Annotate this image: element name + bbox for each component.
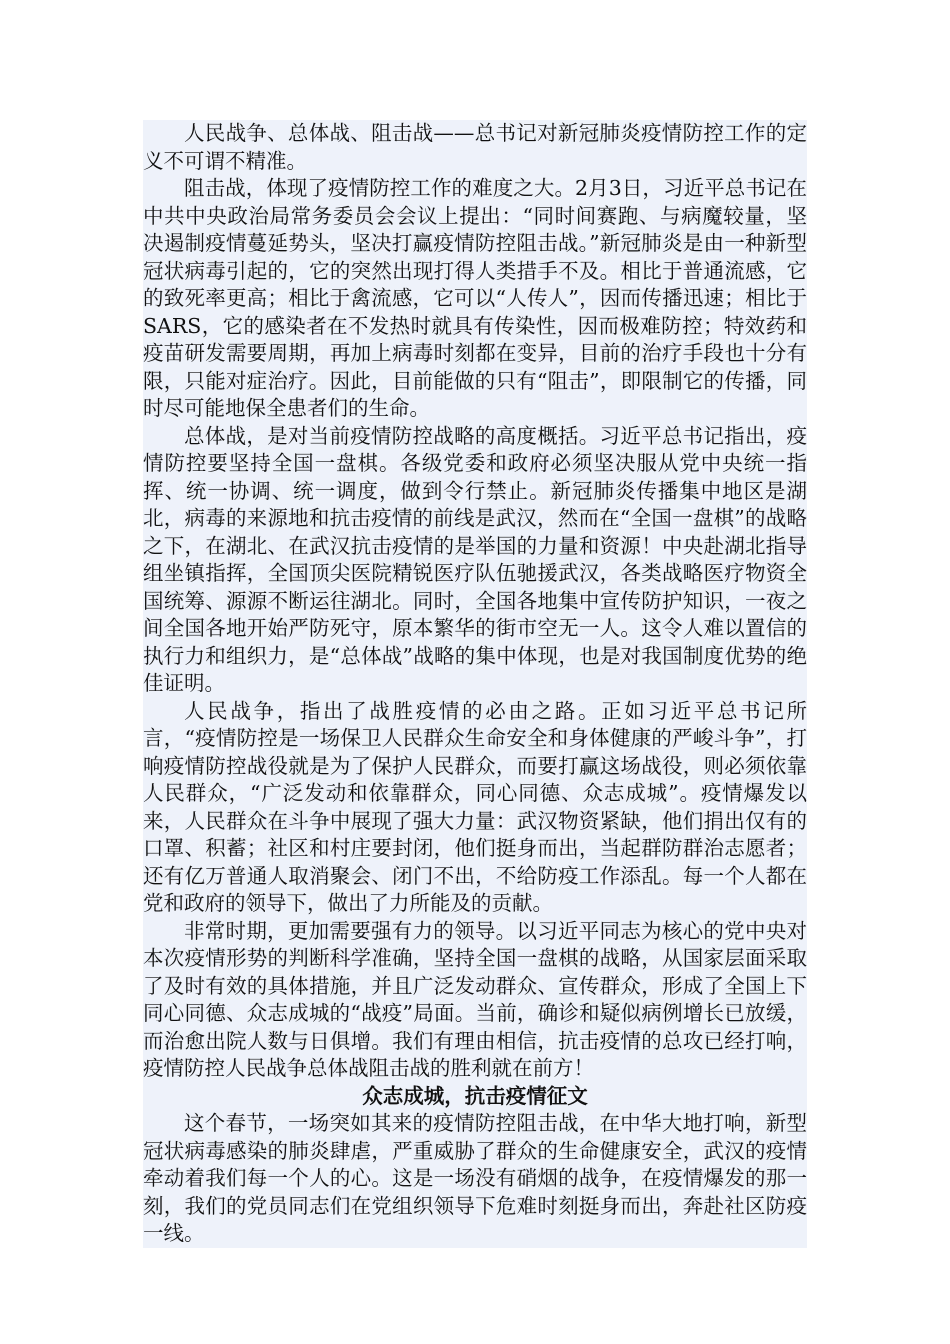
paragraph-essay-opening: 这个春节，一场突如其来的疫情防控阻击战，在中华大地打响，新型冠状病毒感染的肺炎肆虐，严重威胁了群众的生命健康安全，武汉的疫情牵动着我们每一个人的心。这是一场没有硝烟的战争，在疫情爆发的那一刻，我们的党员同志们在党组织领导下危难时刻挺身而出，奔赴社区防疫一线。 (143, 1111, 807, 1245)
paragraph-leadership: 非常时期，更加需要强有力的领导。以习近平同志为核心的党中央对本次疫情形势的判断科学准确，坚持全国一盘棋的战略，从国家层面采取了及时有效的具体措施，并且广泛发动群众、宣传群众，形成了全国上下同心同德、众志成城的“战疫”局面。当前，确诊和疑似病例增长已放缓，而治愈出院人数与日俱增。我们有理由相信，抗击疫情的总攻已经打响，疫情防控人民战争总体战阻击战的胜利就在前方！ (143, 918, 807, 1080)
article-body (143, 120, 807, 1248)
paragraph-blocking-battle: 阻击战，体现了疫情防控工作的难度之大。2月3日，习近平总书记在中共中央政治局常务委员会会议上提出：“同时间赛跑、与病魔较量，坚决遏制疫情蔓延势头，坚决打赢疫情防控阻击战。”新冠肺炎是由一种新型冠状病毒引起的，它的突然出现打得人类措手不及。相比于普通流感，它的致死率更高；相比于禽流感，它可以“人传人”，因而传播迅速；相比于SARS，它的感染者在不发热时就具有传染性，因而极难防控；特效药和疫苗研发需要周期，再加上病毒时刻都在变异，目前的治疗手段也十分有限，只能对症治疗。因此，目前能做的只有“阻击”，即限制它的传播，同时尽可能地保全患者们的生命。 (143, 176, 807, 420)
essay-heading: 众志成城，抗击疫情征文 (362, 1083, 588, 1108)
paragraph-total-war: 总体战，是对当前疫情防控战略的高度概括。习近平总书记指出，疫情防控要坚持全国一盘棋。各级党委和政府必须坚决服从党中央统一指挥、统一协调、统一调度，做到令行禁止。新冠肺炎传播集中地区是湖北，病毒的来源地和抗击疫情的前线是武汉，然而在“全国一盘棋”的战略之下，在湖北、在武汉抗击疫情的是举国的力量和资源！中央赴湖北指导组坐镇指挥，全国顶尖医院精锐医疗队伍驰援武汉，各类战略医疗物资全国统筹、源源不断运往湖北。同时，全国各地集中宣传防护知识，一夜之间全国各地开始严防死守，原本繁华的街市空无一人。这令人难以置信的执行力和组织力，是“总体战”战略的集中体现，也是对我国制度优势的绝佳证明。 (143, 423, 807, 695)
paragraph-intro: 人民战争、总体战、阻击战——总书记对新冠肺炎疫情防控工作的定义不可谓不精准。 (143, 121, 807, 173)
paragraph-peoples-war: 人民战争，指出了战胜疫情的必由之路。正如习近平总书记所言，“疫情防控是一场保卫人民群众生命安全和身体健康的严峻斗争”，打响疫情防控战役就是为了保护人民群众，而要打赢这场战役，则必须依靠人民群众，“广泛发动和依靠群众，同心同德、众志成城”。疫情爆发以来，人民群众在斗争中展现了强大力量：武汉物资紧缺，他们捐出仅有的口罩、积蓄；社区和村庄要封闭，他们挺身而出，当起群防群治志愿者；还有亿万普通人取消聚会、闭门不出，不给防疫工作添乱。每一个人都在党和政府的领导下，做出了力所能及的贡献。 (143, 698, 807, 915)
